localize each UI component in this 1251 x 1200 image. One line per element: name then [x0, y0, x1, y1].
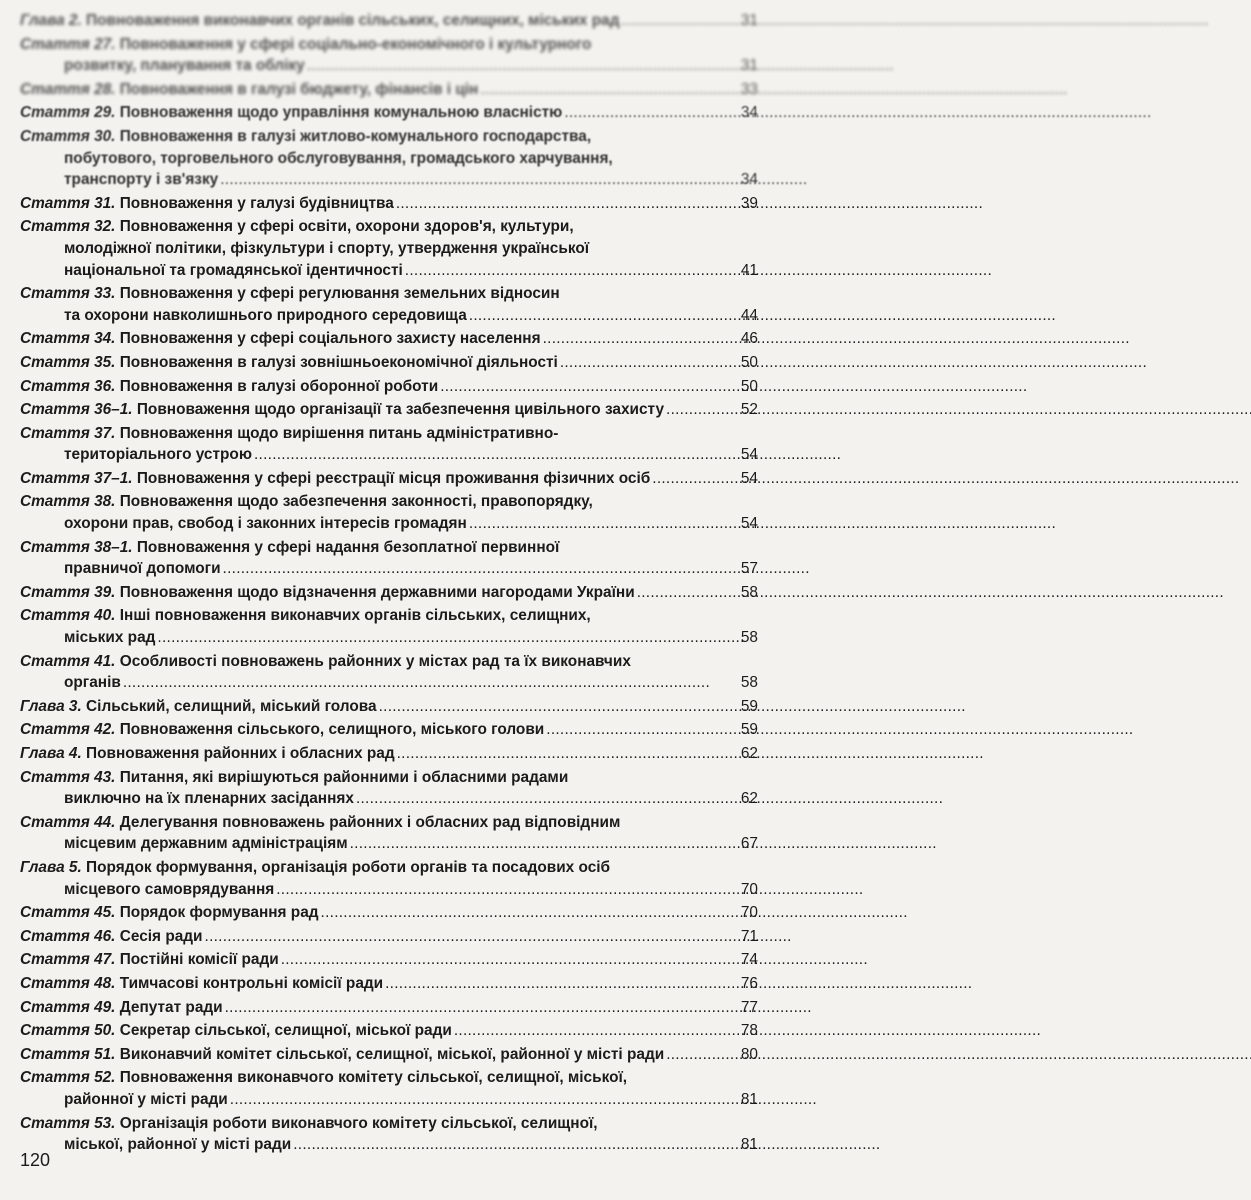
toc-label: Стаття 42. — [20, 721, 116, 739]
toc-page-number: 62 — [740, 745, 758, 762]
toc-label: Глава 2. — [20, 12, 82, 29]
toc-line — [20, 10, 758, 32]
toc-entry — [20, 1044, 758, 1066]
toc-page-number: 57 — [740, 560, 758, 578]
toc-entry — [20, 767, 758, 810]
dot-leader — [564, 102, 730, 124]
dot-leader — [405, 260, 730, 282]
toc-title: національної та громадянської ідентичності — [64, 261, 403, 279]
dot-leader — [469, 513, 730, 535]
toc-page-number: 59 — [740, 721, 758, 739]
dot-leader — [379, 696, 730, 718]
toc-text — [64, 558, 221, 580]
dot-leader — [469, 305, 730, 327]
dot-leader — [293, 1134, 730, 1156]
toc-entry — [20, 651, 758, 694]
toc-title: Делегування повноважень районних і обласних рад відповідним — [119, 813, 621, 831]
toc-label: Стаття 30. — [20, 127, 116, 145]
toc-text — [20, 1067, 627, 1089]
toc-label: Стаття 29. — [20, 104, 116, 122]
toc-page-number: 77 — [740, 998, 758, 1016]
toc-text — [20, 949, 279, 971]
toc-entry — [20, 283, 758, 326]
toc-title: територіального устрою — [64, 446, 252, 464]
toc-page-number: 33 — [740, 80, 758, 98]
toc-title: Постійні комісії ради — [119, 951, 279, 969]
toc-text — [20, 283, 560, 305]
toc-text — [20, 696, 377, 718]
toc-label: Стаття 41. — [20, 652, 116, 670]
toc-entry — [20, 102, 758, 124]
toc-title: Повноваження у сфері освіти, охорони здоров'я, культури, — [119, 218, 574, 236]
toc-text — [20, 582, 635, 604]
toc-title: та охорони навколишнього природного середовища — [64, 306, 467, 324]
toc-line — [20, 34, 758, 56]
toc-page-number: 62 — [740, 790, 758, 808]
toc-line — [20, 651, 758, 673]
toc-entry — [20, 468, 758, 490]
dot-leader — [560, 352, 730, 374]
toc-title: Повноваження в галузі зовнішньоекономічної діяльності — [119, 353, 558, 371]
toc-entry — [20, 812, 758, 855]
toc-line — [20, 79, 758, 101]
toc-text — [64, 833, 348, 855]
toc-line — [20, 260, 758, 282]
toc-entry — [20, 582, 758, 604]
toc-page-number: 31 — [740, 57, 758, 75]
toc-text — [20, 902, 319, 924]
toc-title: Повноваження в галузі житлово-комунального господарства, — [119, 127, 592, 145]
toc-text — [20, 491, 593, 513]
toc-title: Порядок формування рад — [119, 904, 319, 922]
toc-title: органів — [64, 674, 121, 692]
toc-entry — [20, 216, 758, 281]
toc-line — [20, 743, 758, 765]
toc-line — [20, 491, 758, 513]
toc-text — [64, 879, 274, 901]
toc-title: Повноваження у сфері реєстрації місця проживання фізичних осіб — [136, 469, 651, 487]
toc-page-number: 54 — [740, 446, 758, 464]
toc-text — [64, 1089, 228, 1111]
dot-leader — [397, 743, 730, 765]
toc-line — [20, 328, 758, 350]
toc-title: міських рад — [64, 629, 156, 647]
toc-entry — [20, 719, 758, 741]
dot-leader — [321, 902, 730, 924]
toc-title: Повноваження щодо відзначення державними нагородами України — [119, 583, 635, 601]
toc-line — [20, 949, 758, 971]
toc-line — [20, 423, 758, 445]
toc-line — [20, 1044, 758, 1066]
toc-line — [20, 879, 758, 901]
toc-line — [20, 399, 758, 421]
toc-title: Повноваження щодо забезпечення законності, правопорядку, — [119, 493, 593, 511]
toc-text — [20, 1044, 664, 1066]
toc-line — [20, 767, 758, 789]
toc-line — [20, 193, 758, 215]
toc-line — [20, 102, 758, 124]
toc-line — [20, 1134, 758, 1156]
toc-entry — [20, 926, 758, 948]
toc-label: Стаття 43. — [20, 768, 116, 786]
dot-leader — [281, 949, 730, 971]
toc-line — [20, 1113, 758, 1135]
toc-line — [20, 238, 758, 260]
toc-text — [64, 627, 155, 649]
toc-text — [20, 1020, 452, 1042]
toc-entry — [20, 423, 758, 466]
toc-text — [20, 352, 558, 374]
toc-entry — [20, 997, 758, 1019]
toc-text — [20, 34, 591, 56]
toc-label: Стаття 50. — [20, 1022, 116, 1040]
toc-label: Стаття 36–1. — [20, 401, 133, 419]
toc-text — [20, 997, 223, 1019]
toc-text — [20, 376, 438, 398]
toc-title: молодіжної політики, фізкультури і спорту, утвердження української — [64, 239, 590, 257]
toc-line — [20, 672, 758, 694]
toc-line — [20, 1067, 758, 1089]
dot-leader — [454, 1020, 730, 1042]
toc-line — [20, 468, 758, 490]
toc-text — [64, 444, 252, 466]
dot-leader — [546, 719, 730, 741]
toc-title: Повноваження щодо вирішення питань адміністративно- — [119, 424, 559, 442]
toc-entry — [20, 376, 758, 398]
toc-line — [20, 216, 758, 238]
toc-title: Повноваження в галузі бюджету, фінансів і цін — [119, 80, 479, 98]
toc-entry — [20, 949, 758, 971]
toc-line — [20, 1020, 758, 1042]
toc-line — [20, 55, 758, 77]
toc-line — [20, 857, 758, 879]
toc-page-number: 50 — [740, 377, 758, 395]
toc-label: Стаття 38. — [20, 493, 116, 511]
page-number: 120 — [20, 1150, 51, 1170]
toc-text — [64, 260, 403, 282]
dot-leader — [480, 79, 730, 101]
toc-label: Стаття 33. — [20, 285, 116, 303]
toc-title: Повноваження у сфері регулювання земельних відносин — [119, 285, 560, 303]
toc-label: Стаття 53. — [20, 1114, 116, 1132]
toc-label: Стаття 27. — [20, 35, 116, 53]
dot-leader — [440, 376, 730, 398]
toc-line — [20, 812, 758, 834]
toc-label: Стаття 39. — [20, 583, 116, 601]
toc-label: Глава 3. — [20, 697, 82, 715]
toc-title: Сесія ради — [119, 927, 203, 945]
toc-label: Стаття 36. — [20, 377, 116, 395]
toc-line — [20, 283, 758, 305]
toc-text — [20, 651, 631, 673]
toc-line — [20, 376, 758, 398]
dot-leader — [652, 468, 730, 490]
toc-page-number: 54 — [740, 469, 758, 487]
dot-leader — [254, 444, 730, 466]
toc-label: Стаття 48. — [20, 974, 116, 992]
toc-text — [20, 767, 568, 789]
toc-page-number: 34 — [740, 171, 758, 189]
toc-entry — [20, 399, 758, 421]
toc-title: Питання, які вирішуються районними і обласними радами — [119, 768, 569, 786]
toc-line — [20, 558, 758, 580]
toc-line — [20, 926, 758, 948]
toc-line — [20, 833, 758, 855]
toc-page-number: 70 — [740, 880, 758, 898]
toc-label: Стаття 51. — [20, 1045, 116, 1063]
dot-leader — [123, 672, 730, 694]
toc-page-number: 80 — [740, 1045, 758, 1063]
dot-leader — [276, 879, 730, 901]
toc-text — [64, 788, 354, 810]
toc-title: Секретар сільської, селищної, міської ради — [119, 1022, 452, 1040]
toc-line — [20, 1089, 758, 1111]
toc-title: Тимчасові контрольні комісії ради — [119, 974, 384, 992]
dot-leader — [307, 55, 730, 77]
toc-line — [20, 169, 758, 191]
toc-title: місцевого самоврядування — [64, 880, 275, 898]
toc-page-number: 81 — [740, 1090, 758, 1108]
dot-leader — [666, 1044, 730, 1066]
toc-text — [64, 55, 305, 77]
toc-label: Стаття 32. — [20, 218, 116, 236]
dot-leader — [385, 973, 730, 995]
toc-page-number: 58 — [740, 583, 758, 601]
toc-label: Стаття 35. — [20, 353, 116, 371]
toc-text — [64, 305, 467, 327]
toc-text — [20, 399, 664, 421]
toc-entry — [20, 79, 758, 101]
toc-title: Повноваження районних і обласних рад — [86, 745, 395, 762]
toc-line — [20, 719, 758, 741]
toc-text — [64, 513, 467, 535]
toc-entry — [20, 193, 758, 215]
toc-title: міської, районної у місті ради — [64, 1136, 292, 1154]
toc-entry — [20, 696, 758, 718]
toc-page-number: 74 — [740, 951, 758, 969]
toc-label: Стаття 37–1. — [20, 469, 133, 487]
toc-line — [20, 126, 758, 148]
toc-label: Глава 4. — [20, 745, 82, 762]
toc-entry — [20, 1067, 758, 1110]
toc-text — [20, 812, 620, 834]
toc-title: Повноваження сільського, селищного, міського голови — [119, 721, 545, 739]
toc-title: Повноваження у сфері соціального захисту населення — [119, 330, 541, 348]
toc-text — [20, 537, 559, 559]
toc-label: Стаття 37. — [20, 424, 116, 442]
toc-text — [20, 926, 203, 948]
toc-title: Інші повноваження виконавчих органів сільських, селищних, — [119, 607, 591, 625]
toc-label: Стаття 44. — [20, 813, 116, 831]
toc-title: Повноваження в галузі оборонної роботи — [119, 377, 439, 395]
toc-title: Повноваження виконавчого комітету сільської, селищної, міської, — [119, 1069, 628, 1087]
dot-leader — [396, 193, 730, 215]
toc-line — [20, 513, 758, 535]
toc-text — [20, 857, 610, 879]
toc-line — [20, 627, 758, 649]
toc-title: Повноваження виконавчих органів сільських, селищних, міських рад — [86, 12, 620, 29]
dot-leader — [230, 1089, 730, 1111]
toc-line — [20, 305, 758, 327]
toc-entry — [20, 126, 758, 191]
toc-page-number: 81 — [740, 1136, 758, 1154]
toc-text — [20, 1113, 598, 1135]
toc-page-number: 58 — [740, 674, 758, 692]
toc-entry — [20, 352, 758, 374]
toc-label: Стаття 34. — [20, 330, 116, 348]
toc-title: Виконавчий комітет сільської, селищної, міської, районної у місті ради — [119, 1045, 665, 1063]
toc-entry — [20, 328, 758, 350]
toc-text — [64, 169, 218, 191]
toc-label: Стаття 31. — [20, 194, 116, 212]
toc-text — [20, 605, 591, 627]
toc-text — [20, 79, 478, 101]
toc-label: Стаття 40. — [20, 607, 116, 625]
toc-label: Глава 5. — [20, 858, 82, 876]
toc-entry — [20, 902, 758, 924]
toc-entry — [20, 537, 758, 580]
toc-text — [20, 216, 574, 238]
toc-page-number: 41 — [740, 261, 758, 279]
toc-page-number: 59 — [740, 697, 758, 715]
toc-page-number: 50 — [740, 353, 758, 371]
toc-entry — [20, 605, 758, 648]
toc-title: Повноваження у галузі будівництва — [119, 194, 394, 212]
toc-page-number: 58 — [740, 629, 758, 647]
toc-label: Стаття 38–1. — [20, 538, 133, 556]
toc-text — [64, 672, 121, 694]
toc-label: Стаття 28. — [20, 80, 116, 98]
dot-leader — [621, 10, 730, 32]
toc-label: Стаття 49. — [20, 998, 116, 1016]
toc-entry — [20, 34, 758, 77]
toc-line — [20, 352, 758, 374]
toc-title: виключно на їх пленарних засіданнях — [64, 790, 354, 808]
toc-text — [20, 10, 619, 32]
toc-page-number: 39 — [740, 194, 758, 212]
toc-page-number: 46 — [740, 330, 758, 348]
toc-entry — [20, 10, 758, 32]
toc-title: охорони прав, свобод і законних інтересів громадян — [64, 515, 467, 533]
toc-text — [20, 719, 544, 741]
dot-leader — [356, 788, 730, 810]
toc-line — [20, 902, 758, 924]
dot-leader — [223, 558, 730, 580]
dot-leader — [666, 399, 730, 421]
toc-title: транспорту і зв'язку — [64, 171, 219, 189]
toc-page-number: 31 — [740, 12, 758, 29]
toc-text — [20, 743, 395, 765]
toc-page-number: 54 — [740, 515, 758, 533]
toc-line — [20, 444, 758, 466]
toc-line — [20, 997, 758, 1019]
dot-leader — [205, 926, 730, 948]
toc-page-number: 67 — [740, 835, 758, 853]
toc-text — [20, 468, 650, 490]
toc-entry — [20, 491, 758, 534]
toc-page-number: 44 — [740, 306, 758, 324]
toc-line — [20, 788, 758, 810]
toc-title: Організація роботи виконавчого комітету сільської, селищної, — [119, 1114, 598, 1132]
toc-page-number: 71 — [740, 927, 758, 945]
dot-leader — [543, 328, 730, 350]
toc-entry — [20, 1113, 758, 1156]
toc-label: Стаття 45. — [20, 904, 116, 922]
toc-page-number: 78 — [740, 1022, 758, 1040]
table-of-contents — [20, 10, 758, 1156]
toc-page-number: 70 — [740, 904, 758, 922]
toc-title: Повноваження щодо управління комунальною власністю — [119, 104, 563, 122]
toc-line — [20, 973, 758, 995]
toc-line — [20, 605, 758, 627]
toc-title: Депутат ради — [119, 998, 223, 1016]
toc-title: Порядок формування, організація роботи органів та посадових осіб — [86, 858, 611, 876]
toc-entry — [20, 973, 758, 995]
toc-title: районної у місті ради — [64, 1090, 228, 1108]
toc-line — [20, 582, 758, 604]
toc-text — [64, 148, 613, 170]
toc-entry — [20, 743, 758, 765]
dot-leader — [637, 582, 730, 604]
toc-text — [20, 423, 558, 445]
toc-label: Стаття 46. — [20, 927, 116, 945]
dot-leader — [225, 997, 730, 1019]
toc-title: Повноваження у сфері соціально-економічного і культурного — [119, 35, 592, 53]
toc-line — [20, 537, 758, 559]
toc-text — [20, 102, 562, 124]
toc-text — [64, 238, 589, 260]
toc-title: побутового, торговельного обслуговування, громадського харчування, — [64, 149, 613, 167]
dot-leader — [220, 169, 730, 191]
dot-leader — [350, 833, 730, 855]
toc-line — [20, 696, 758, 718]
toc-title: Сільський, селищний, міський голова — [86, 697, 377, 715]
toc-page-number: 52 — [740, 401, 758, 419]
toc-title: місцевим державним адміністраціям — [64, 835, 348, 853]
toc-entry — [20, 857, 758, 900]
toc-title: правничої допомоги — [64, 560, 221, 578]
toc-line — [20, 148, 758, 170]
toc-page-number: 76 — [740, 974, 758, 992]
toc-title: розвитку, планування та обліку — [64, 57, 305, 75]
toc-text — [20, 193, 394, 215]
toc-text — [20, 973, 383, 995]
dot-leader — [157, 627, 730, 649]
toc-title: Повноваження у сфері надання безоплатної первинної — [136, 538, 560, 556]
toc-label: Стаття 52. — [20, 1069, 116, 1087]
toc-text — [20, 328, 541, 350]
toc-entry — [20, 1020, 758, 1042]
toc-label: Стаття 47. — [20, 951, 116, 969]
toc-title: Повноваження щодо організації та забезпечення цивільного захисту — [136, 401, 665, 419]
toc-title: Особливості повноважень районних у містах рад та їх виконавчих — [119, 652, 631, 670]
toc-text — [20, 126, 591, 148]
toc-page-number: 34 — [740, 104, 758, 122]
toc-text — [64, 1134, 291, 1156]
